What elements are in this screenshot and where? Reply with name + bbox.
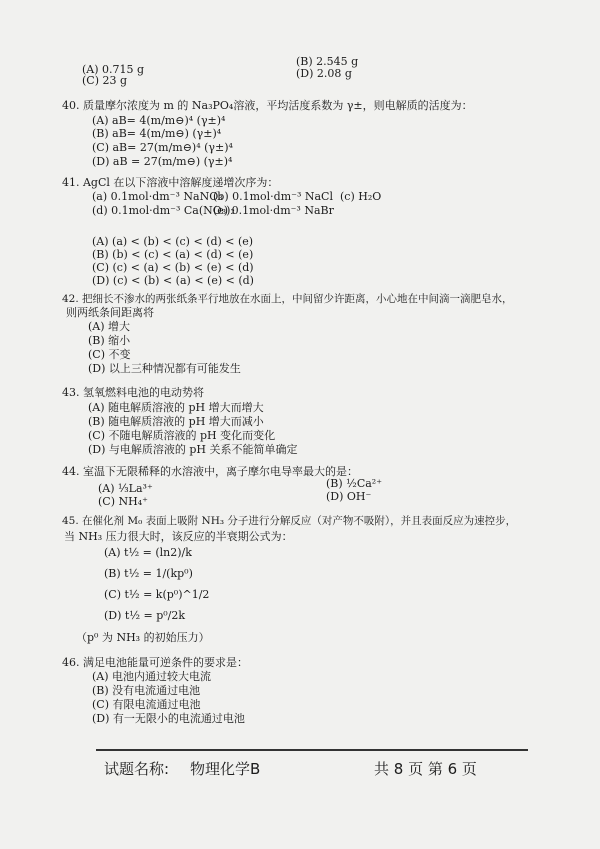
q43-option-b: (B) 随电解质溶液的 pH 增大而减小 [88,415,264,428]
q43-option-c: (C) 不随电解质溶液的 pH 变化而变化 [88,429,276,442]
q39-option-b: (B) 2.545 g [296,55,359,68]
q41-option-d: (D) (c) < (b) < (a) < (e) < (d) [92,274,254,287]
q46-option-d: (D) 有一无限小的电流通过电池 [92,712,245,725]
q43-option-a: (A) 随电解质溶液的 pH 增大而增大 [88,401,264,414]
q41-solution-c: (c) H₂O [340,190,382,203]
q41-solution-d: (d) 0.1mol·dm⁻³ Ca(NO₃)₂ [92,204,235,217]
q39-option-d: (D) 2.08 g [296,67,352,80]
footer-rule [96,749,528,751]
q44-stem: 44. 室温下无限稀释的水溶液中，离子摩尔电导率最大的是： [62,465,358,478]
q44-option-a: (A) ⅓La³⁺ [98,482,153,495]
q41-solution-b: (b) 0.1mol·dm⁻³ NaCl [213,190,333,203]
footer-subject: 物理化学B [190,760,261,778]
q43-option-d: (D) 与电解质溶液的 pH 关系不能简单确定 [88,443,298,456]
q41-stem: 41. AgCl 在以下溶液中溶解度递增次序为： [62,176,279,189]
q42-option-a: (A) 增大 [88,320,131,333]
q44-option-c: (C) NH₄⁺ [98,495,148,508]
q39-option-c: (C) 23 g [82,74,128,87]
footer-label: 试题名称: [104,760,170,778]
q42-stem-line1: 42. 把细长不渗水的两张纸条平行地放在水面上，中间留少许距离，小心地在中间滴一滴肥皂水， [62,293,513,305]
q41-option-a: (A) (a) < (b) < (c) < (d) < (e) [92,235,254,248]
q42-option-b: (B) 缩小 [88,334,131,347]
q45-option-d: (D) t½ = p⁰/2k [104,609,186,622]
footer-page-count: 共 8 页 第 6 页 [374,760,477,778]
q40-option-d: (D) aB = 27(m/m⊖) (γ±)⁴ [92,155,233,168]
q46-option-c: (C) 有限电流通过电池 [92,698,201,711]
q41-solution-a: (a) 0.1mol·dm⁻³ NaNO₃ [92,190,223,203]
q45-option-c: (C) t½ = k(p⁰)^1/2 [104,588,210,601]
q44-option-b: (B) ½Ca²⁺ [326,477,383,490]
q41-option-c: (C) (c) < (a) < (b) < (e) < (d) [92,261,254,274]
q39-option-a: (A) 0.715 g [82,63,145,76]
q46-option-a: (A) 电池内通过较大电流 [92,670,212,683]
q41-solution-e: (e) 0.1mol·dm⁻³ NaBr [213,204,334,217]
q45-stem-line2: 当 NH₃ 压力很大时，该反应的半衰期公式为： [64,530,293,543]
q46-stem: 46. 满足电池能量可逆条件的要求是： [62,656,248,669]
q40-option-c: (C) aB= 27(m/m⊖)⁴ (γ±)⁴ [92,141,233,154]
q42-stem-line2: 则两纸条间距离将 [66,306,154,319]
q40-option-a: (A) aB= 4(m/m⊖)⁴ (γ±)⁴ [92,114,226,127]
q40-stem: 40. 质量摩尔浓度为 m 的 Na₃PO₄溶液，平均活度系数为 γ±，则电解质的活度为： [62,99,473,112]
q42-option-c: (C) 不变 [88,348,131,361]
q45-note: （p⁰ 为 NH₃ 的初始压力） [76,631,210,644]
q41-option-b: (B) (b) < (c) < (a) < (d) < (e) [92,248,254,261]
q46-option-b: (B) 没有电流通过电池 [92,684,201,697]
q45-stem-line1: 45. 在催化剂 M₀ 表面上吸附 NH₃ 分子进行分解反应（对产物不吸附），并且表面反应为速控步， [62,515,517,527]
q44-option-d: (D) OH⁻ [326,490,372,503]
q43-stem: 43. 氢氧燃料电池的电动势将 [62,386,204,399]
q42-option-d: (D) 以上三种情况都有可能发生 [88,362,241,375]
q40-option-b: (B) aB= 4(m/m⊖) (γ±)⁴ [92,127,222,140]
q45-option-a: (A) t½ = (ln2)/k [104,546,192,559]
q45-option-b: (B) t½ = 1/(kp⁰) [104,567,193,580]
